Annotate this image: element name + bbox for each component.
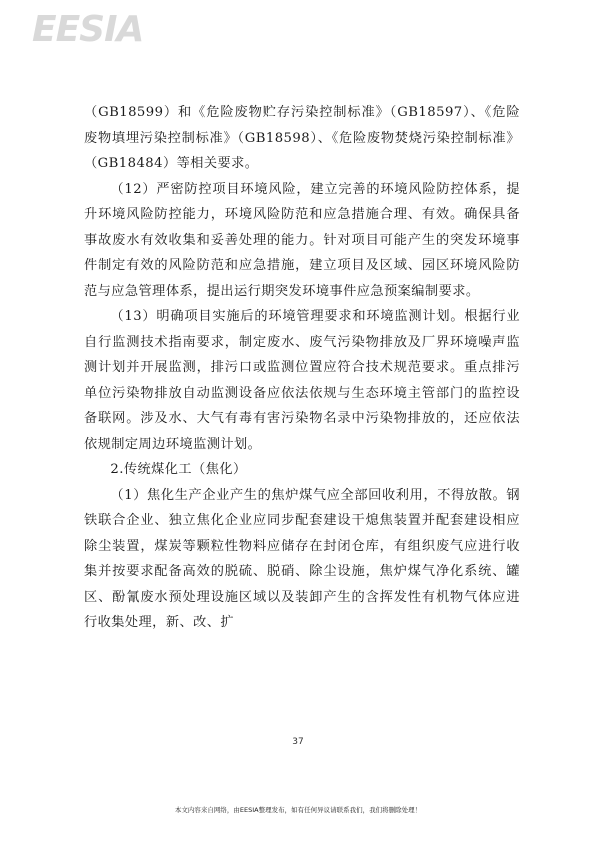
paragraph-item-13: （13）明确项目实施后的环境管理要求和环境监测计划。根据行业自行监测技术指南要求，制定废水、废气污染物排放及厂界环境噪声监测计划并开展监测，排污口或监测位置应符合技术规范要求。重点排污单位污染物排放自动监测设备应依法依规与生态环境主管部门的监控设备联网。涉及水、大气有毒有害污染物名录中污染物排放的，还应依法依规制定周边环境监测计划。 — [84, 309, 520, 452]
paragraph-item-12: （12）严密防控项目环境风险，建立完善的环境风险防控体系，提升环境风险防控能力，环境风险防范和应急措施合理、有效。确保具备事故废水有效收集和妥善处理的能力。针对项目可能产生的突发环境事件制定有效的风险防范和应急措施，建立项目及区域、园区环境风险防范与应急管理体系，提出运行期突发环境事件应急预案编制要求。 — [84, 181, 520, 299]
paragraph-standards-continued: （GB18599）和《危险废物贮存污染控制标准》（GB18597）、《危险废物填埋污染控制标准》（GB18598）、《危险废物焚烧污染控制标准》（GB18484）等相关要求。 — [84, 105, 520, 171]
eesia-logo: EESIA — [32, 9, 144, 50]
document-body — [84, 100, 520, 636]
page-number: 37 — [292, 737, 304, 747]
section-heading-coking: 2.传统煤化工（焦化） — [110, 462, 247, 477]
footer-disclaimer: 本文内容来自网络，由EESIA整理发布，如有任何异议请联系我们，我们将删除处理！ — [174, 806, 422, 814]
paragraph-coking-item-1: （1）焦化生产企业产生的焦炉煤气应全部回收利用，不得放散。钢铁联合企业、独立焦化企业应同步配套建设干熄焦装置并配套建设相应除尘装置，煤炭等颗粒性物料应储存在封闭仓库，有组织废气应进行收集并按要求配备高效的脱硫、脱硝、除尘设施，焦炉煤气净化系统、罐区、酚氰废水预处理设施区域以及装卸产生的含挥发性有机物气体应进行收集处理，新、改、扩 — [84, 487, 520, 630]
